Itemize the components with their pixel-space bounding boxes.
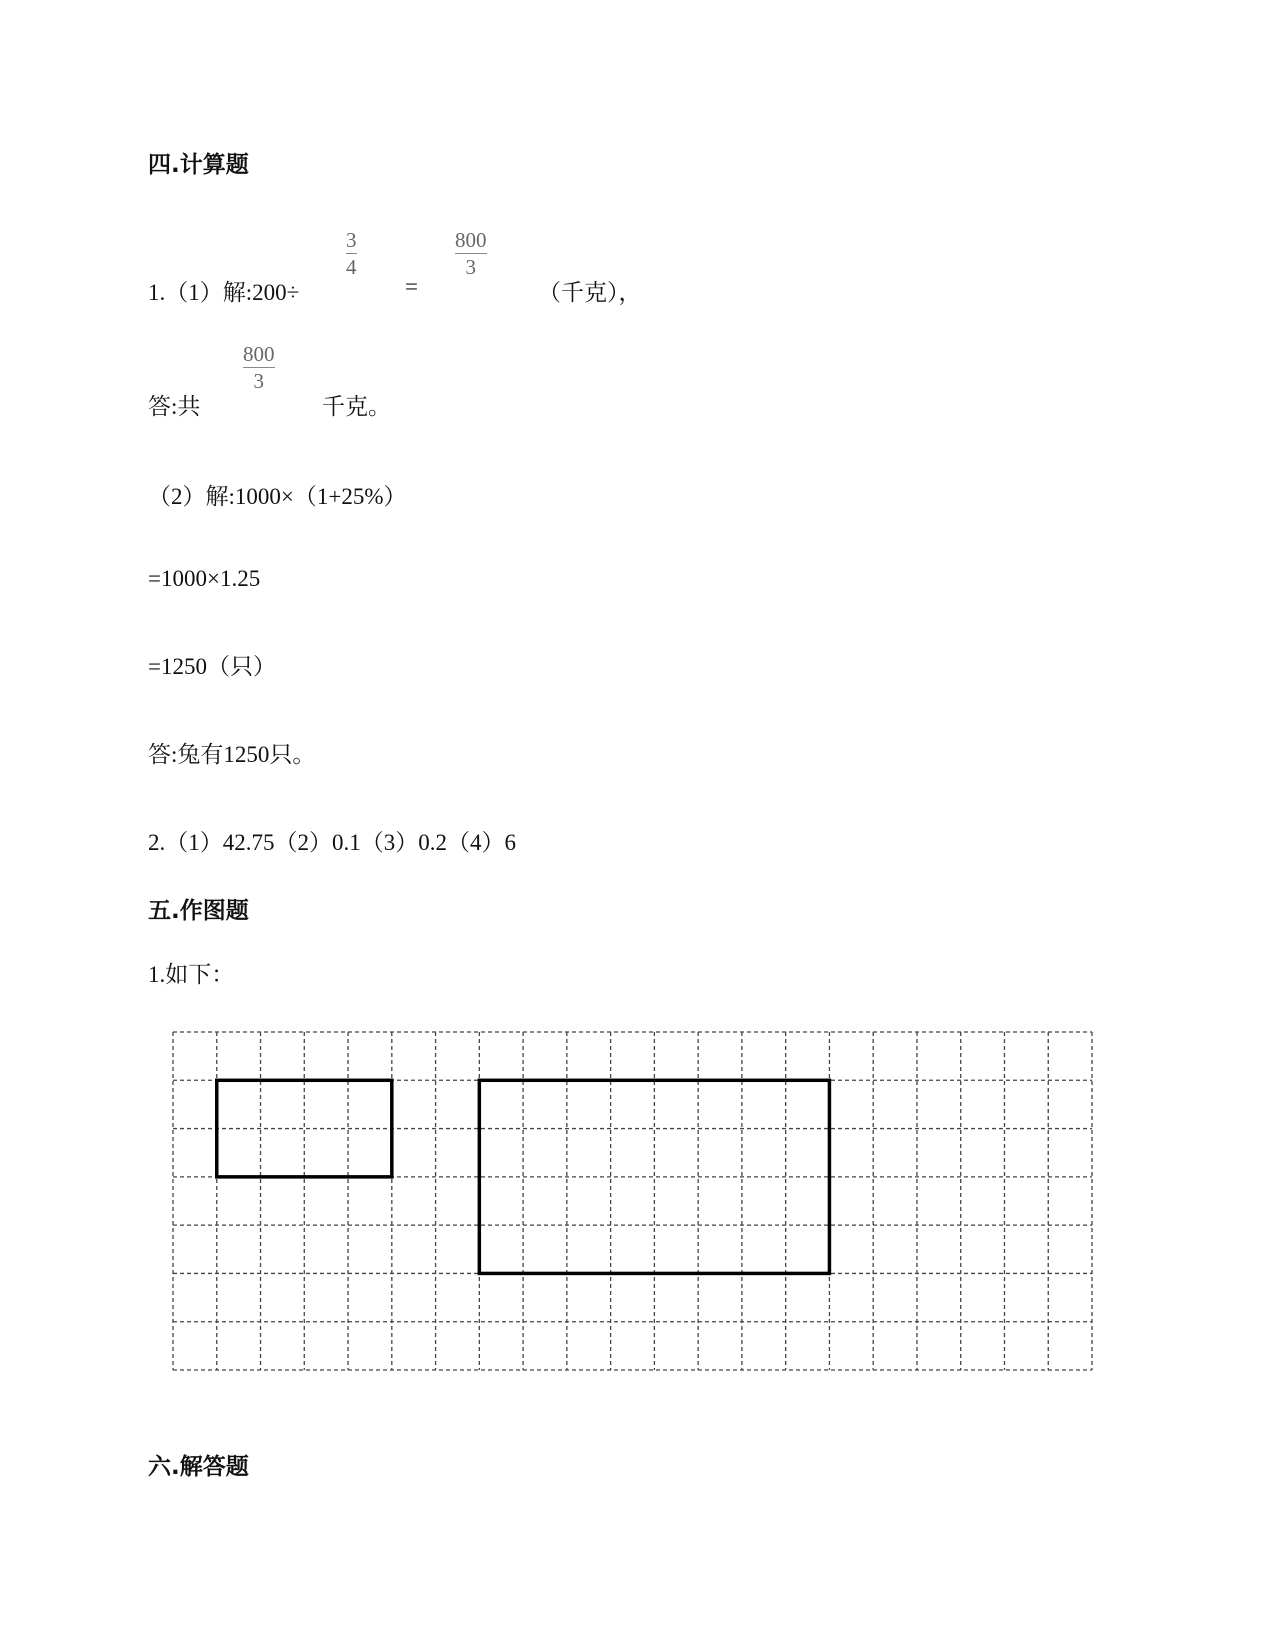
q2-answer: 2.（1）42.75（2）0.1（3）0.2（4）6 (148, 830, 516, 855)
fraction-denominator: 3 (465, 255, 476, 279)
q1-part2-line1: （2）解:1000×（1+25%） (148, 484, 407, 509)
section6-heading: 六.解答题 (148, 1454, 249, 1480)
q1-part2-line3: =1250（只） (148, 654, 276, 679)
fraction-denominator: 3 (253, 369, 264, 393)
q1-part1-unit: （千克）， (538, 280, 642, 305)
fraction-numerator: 800 (455, 228, 487, 252)
fraction-numerator: 3 (346, 228, 357, 252)
section4-heading: 四.计算题 (148, 152, 249, 178)
q1-answer1-prefix: 答:共 (148, 394, 201, 419)
section5-q1-label: 1.如下： (148, 962, 235, 987)
q1-part2-line2: =1000×1.25 (148, 566, 261, 591)
section5-heading: 五.作图题 (148, 898, 249, 924)
equals-sign: = (405, 274, 418, 299)
q1-answer2: 答:兔有1250只。 (148, 742, 316, 767)
q1-part1-prefix: 1.（1）解:200÷ (148, 280, 300, 305)
q1-answer1-suffix: 千克。 (322, 394, 391, 419)
fraction-numerator: 800 (243, 342, 275, 366)
fraction-denominator: 4 (346, 255, 357, 279)
